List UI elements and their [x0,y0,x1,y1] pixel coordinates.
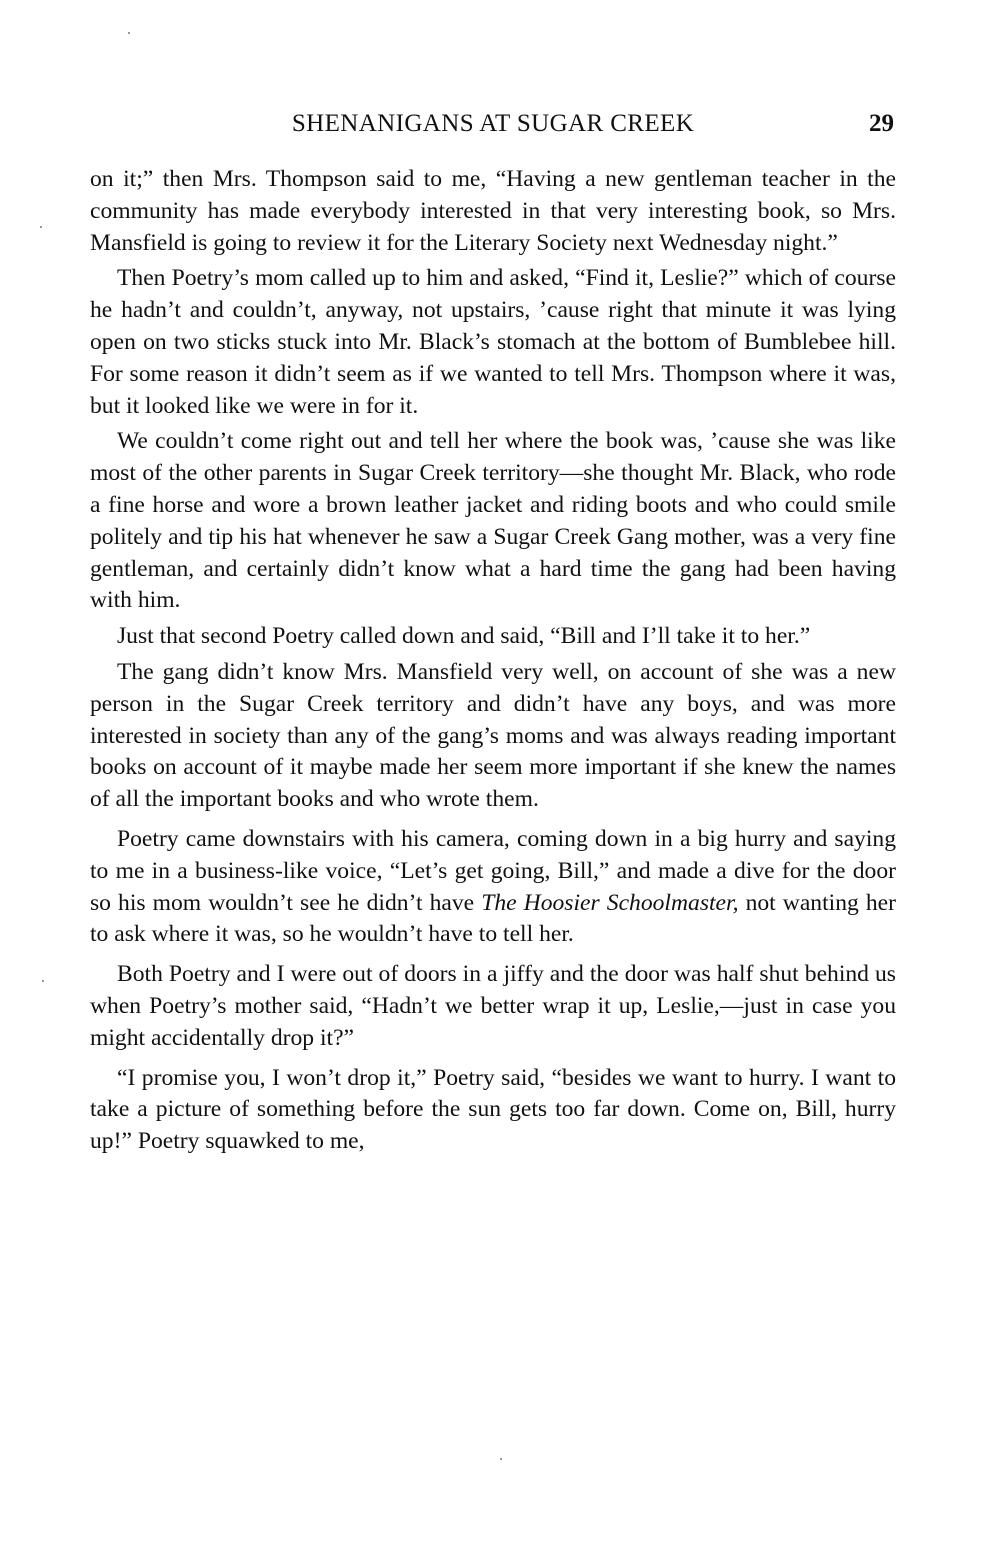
paper-speck [42,980,44,982]
paragraph-4: Just that second Poetry called down and said, “Bill and I’ll take it to her.” [117,623,811,650]
paragraph-2: Then Poetry’s mom called up to him and asked, “Find it, Leslie?” which of course he hadn’t and couldn’t, anyway, not upstairs, ’cause right that minute it was lying open on two sticks stuck into Mr. Black’s stomach at the bottom of Bumblebee hill. For some reason it didn’t seem as if we wanted to tell Mrs. Thompson where it was, but it looked like we were in for it. [90,265,896,419]
book-title-italic: The Hoosier Schoolmaster, [481,889,739,916]
paragraph-1: on it;” then Mrs. Thompson said to me, “Having a new gentleman teacher in the community has made everybody interested in that very interesting book, so Mrs. Mansfield is going to review it for the Literary Society next Wednesday night.” [90,166,896,256]
book-page [90,108,896,1162]
paragraph-8: “I promise you, I won’t drop it,” Poetry said, “besides we want to hurry. I want to take a picture of something before the sun gets too far down. Come on, Bill, hurry up!” Poetry squawked to me, [90,1064,896,1155]
paragraph-6-after: not wanting her to ask where it was, so he wouldn’t have to tell her. [90,889,896,948]
running-head [90,108,896,148]
body-text [90,164,896,1158]
paragraph-7: Both Poetry and I were out of doors in a jiffy and the door was half shut behind us when Poetry’s mother said, “Hadn’t we better wrap it up, Leslie,—just in case you might accidentally drop it?” [90,961,896,1051]
paragraph-6-before: Poetry came downstairs with his camera, coming down in a big hurry and saying to me in a business-like voice, “Let’s get going, Bill,” and made a dive for the door so his mom wouldn’t see he didn’t have [90,825,896,916]
page-number: 29 [869,110,894,137]
paper-speck [500,1458,502,1460]
running-title: SHENANIGANS AT SUGAR CREEK [291,110,695,137]
paragraph-6 [90,824,896,951]
paper-speck [40,226,42,228]
paragraph-3: We couldn’t come right out and tell her where the book was, ’cause she was like most of the other parents in Sugar Creek territory—she thought Mr. Black, who rode a fine horse and wore a brown leather jacket and riding boots and who could smile politely and tip his hat whenever he saw a Sugar Creek Gang mother, was a very fine gentleman, and certainly didn’t know what a hard time the gang had been having with him. [90,428,896,614]
paper-speck [128,32,130,34]
paragraph-5: The gang didn’t know Mrs. Mansfield very well, on account of she was a new person in the Sugar Creek territory and didn’t have any boys, and was more interested in society than any of the gang’s moms and was always reading important books on account of it maybe made her seem more important if she knew the names of all the important books and who wrote them. [90,658,896,813]
